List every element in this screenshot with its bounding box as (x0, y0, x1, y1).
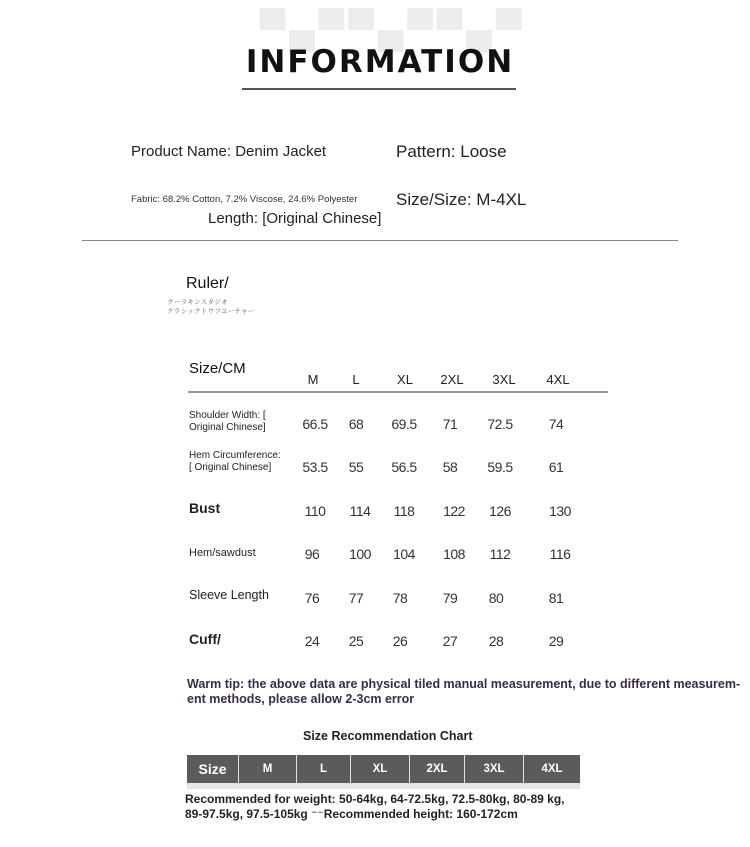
length: Length: [Original Chinese] (208, 210, 382, 227)
table-cell: 108 (443, 546, 465, 562)
table-cell: 56.5 (391, 459, 417, 475)
table-cell: 72.5 (487, 416, 513, 432)
pattern: Pattern: Loose (396, 142, 507, 161)
rec-header-l: L (297, 755, 351, 783)
recommendation-table-header (187, 755, 580, 783)
table-cell: 80 (488, 590, 504, 606)
table-cell: 27 (442, 633, 458, 649)
fabric: Fabric: 68.2% Cotton, 7.2% Viscose, 24.6% Polyester (131, 194, 358, 205)
ruler-title: Ruler/ (186, 275, 229, 292)
table-cell: 53.5 (302, 459, 328, 475)
table-cell: 96 (304, 546, 320, 562)
rec-table-body (187, 783, 580, 789)
recommendation-note: Recommended for weight: 50-64kg, 64-72.5kg, 72.5-80kg, 80-89 kg, 89-97.5kg, 97.5-105kg ⁻⁻Recommended height: 160-172cm (185, 792, 565, 821)
col-head-2xl: 2XL (440, 372, 464, 387)
table-cell: 26 (392, 633, 408, 649)
ruler-subtitle-1: クーラキンスタジオ (167, 299, 228, 306)
row-label-hem-sawdust: Hem/sawdust (189, 547, 256, 559)
table-cell: 66.5 (302, 416, 328, 432)
table-cell: 116 (549, 546, 571, 562)
table-cell: 69.5 (391, 416, 417, 432)
table-cell: 68 (348, 416, 364, 432)
col-head-m: M (307, 372, 319, 387)
table-cell: 100 (349, 546, 371, 562)
section-divider (82, 240, 678, 241)
title-underline (242, 88, 516, 90)
rec-header-2xl: 2XL (410, 755, 465, 783)
col-head-l: L (352, 372, 360, 387)
col-head-3xl: 3XL (492, 372, 516, 387)
table-cell: 112 (489, 546, 511, 562)
table-cell: 126 (489, 503, 511, 519)
table-cell: 81 (548, 590, 564, 606)
table-cell: 71 (442, 416, 458, 432)
table-cell: 78 (392, 590, 408, 606)
table-cell: 110 (304, 503, 326, 519)
warm-tip: Warm tip: the above data are physical tiled manual measurement, due to different measurem-ent methods, please allow 2-3cm error (187, 677, 741, 706)
ruler-subtitle-2: クラシックトウフユーチャー (167, 308, 255, 315)
row-label-cuff: Cuff/ (189, 631, 221, 647)
table-cell: 118 (393, 503, 415, 519)
rec-header-size: Size (187, 755, 239, 783)
col-head-xl: XL (397, 372, 413, 387)
table-cell: 130 (549, 503, 571, 519)
header-rule (188, 391, 608, 393)
watermark-shadow: ▀▄▀▀▄▀▀▄▀ (259, 8, 526, 49)
table-cell: 104 (393, 546, 415, 562)
table-cell: 74 (548, 416, 564, 432)
size-range: Size/Size: M-4XL (396, 190, 527, 209)
page-title: INFORMATION (245, 44, 515, 80)
table-cell: 76 (304, 590, 320, 606)
table-cell: 114 (349, 503, 371, 519)
table-cell: 79 (442, 590, 458, 606)
table-cell: 25 (348, 633, 364, 649)
rec-header-3xl: 3XL (465, 755, 524, 783)
table-cell: 59.5 (487, 459, 513, 475)
table-cell: 58 (442, 459, 458, 475)
row-label-hem-circumference: Hem Circumference: [ Original Chinese] (189, 450, 281, 473)
row-label-bust: Bust (189, 500, 221, 516)
row-label-sleeve-length: Sleeve Length (189, 588, 269, 602)
table-cell: 61 (548, 459, 564, 475)
rec-header-m: M (239, 755, 297, 783)
rec-header-xl: XL (351, 755, 410, 783)
row-label-shoulder: Shoulder Width: [ Original Chinese] (189, 410, 266, 433)
col-head-4xl: 4XL (546, 372, 570, 387)
table-cell: 77 (348, 590, 364, 606)
size-table-corner: Size/CM (189, 360, 246, 377)
table-cell: 29 (548, 633, 564, 649)
product-name: Product Name: Denim Jacket (131, 143, 327, 160)
table-cell: 122 (443, 503, 465, 519)
table-cell: 24 (304, 633, 320, 649)
recommendation-title: Size Recommendation Chart (303, 729, 473, 743)
rec-header-4xl: 4XL (524, 755, 580, 783)
table-cell: 55 (348, 459, 364, 475)
table-cell: 28 (488, 633, 504, 649)
